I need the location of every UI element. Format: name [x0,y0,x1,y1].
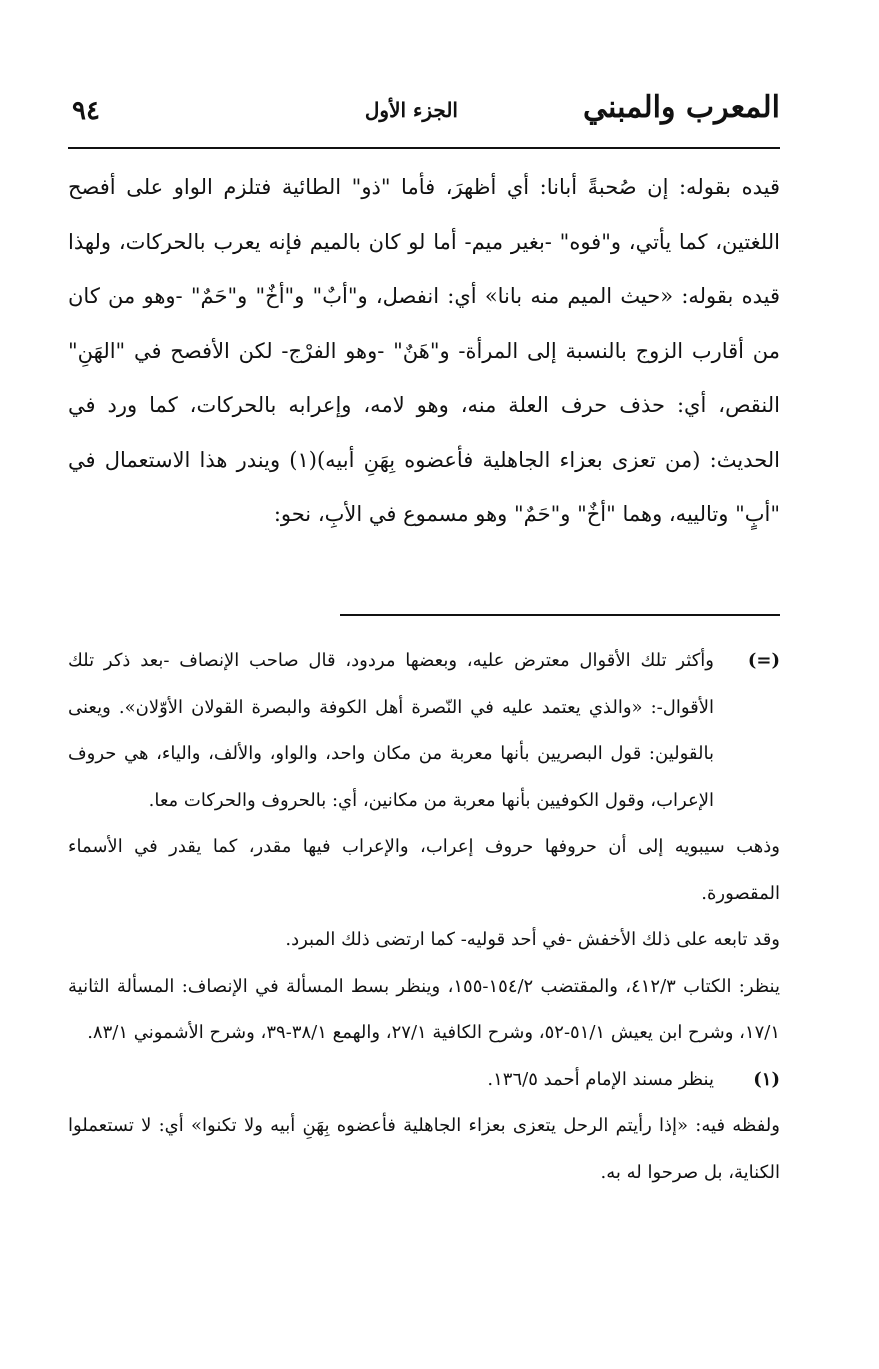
body-paragraph: قيده بقوله: إن صُحبةً أبانا: أي أظهرَ، فأما "ذو" الطائية فتلزم الواو على أفصح اللغتين، كما يأتي، و"فوه" -بغير ميم- أما لو كان بالميم فإنه يعرب بالحركات، ولهذا قيده بقوله: «حيث الميم منه بانا» أي: انفصل، و"أبٌ" و"أخٌ" و"حَمٌ" -وهو من كان من أقارب الزوج بالنسبة إلى المرأة- و"هَنٌ" -وهو الفرْج- لكن الأفصح في "الهَنِ" النقص، أي: حذف حرف العلة منه، وهو لامه، وإعرابه بالحركات، كما ورد في الحديث: (من تعزى بعزاء الجاهلية فأعضوه بِهَنِ أبيه)(١) ويندر هذا الاستعمال في "أبٍ" وتالييه، وهما "أخٌ" و"حَمٌ" وهو مسموع في الأبِ، نحو: [68,175,780,526]
footnote-block [68,824,780,1057]
footnote-continued [68,638,780,824]
footnote-marker: (١) [753,1068,780,1090]
footnote-paragraph: وأكثر تلك الأقوال معترض عليه، وبعضها مردود، قال صاحب الإنصاف -بعد ذكر تلك الأقوال-: «والذي يعتمد عليه في النّصرة أهل الكوفة والبصرة القولان الأوّلان». ويعنى بالقولين: قول البصريين بأنها معربة من مكان واحد، والواو، والألف، والياء، هي حروف الإعراب، وقول الكوفيين بأنها معربة من مكانين، أي: بالحروف والحركات معا. [68,650,714,811]
footnote-paragraph: ينظر مسند الإمام أحمد ١٣٦/٥. [487,1068,714,1090]
footnote-references: ينظر: الكتاب ٤١٢/٣، والمقتضب ١٥٤/٢-١٥٥، وينظر بسط المسألة في الإنصاف: المسألة الثانية ١٧/١، وشرح ابن يعيش ٥١/١-٥٢، وشرح الكافية ٢٧/١، والهمع ٣٨/١-٣٩، وشرح الأشموني ٨٣/١. [68,975,780,1043]
footnote-block [68,1103,780,1196]
footnote-marker: (=) [747,650,780,671]
footnote-paragraph: ولفظه فيه: «إذا رأيتم الرحل يتعزى بعزاء الجاهلية فأعضوه بِهَنِ أبيه ولا تكنوا» أي: لا تستعملوا الكناية، بل صرحوا له به. [68,1115,780,1183]
footnote-1 [68,1057,780,1104]
main-text [68,160,780,542]
footnote-paragraph: وقد تابعه على ذلك الأخفش -في أحد قوليه- كما ارتضى ذلك المبرد. [285,929,780,950]
footnotes [68,638,780,1196]
part-label: الجزء الأول [364,98,458,122]
book-title: المعرب والمبني [583,90,780,125]
header-rule [68,147,780,149]
footnote-paragraph: وذهب سيبويه إلى أن حروفها حروف إعراب، والإعراب فيها مقدر، كما يقدر في الأسماء المقصورة. [68,836,780,904]
page-header [68,88,780,144]
page-number: ٩٤ [72,96,100,126]
footnote-separator [340,614,780,616]
